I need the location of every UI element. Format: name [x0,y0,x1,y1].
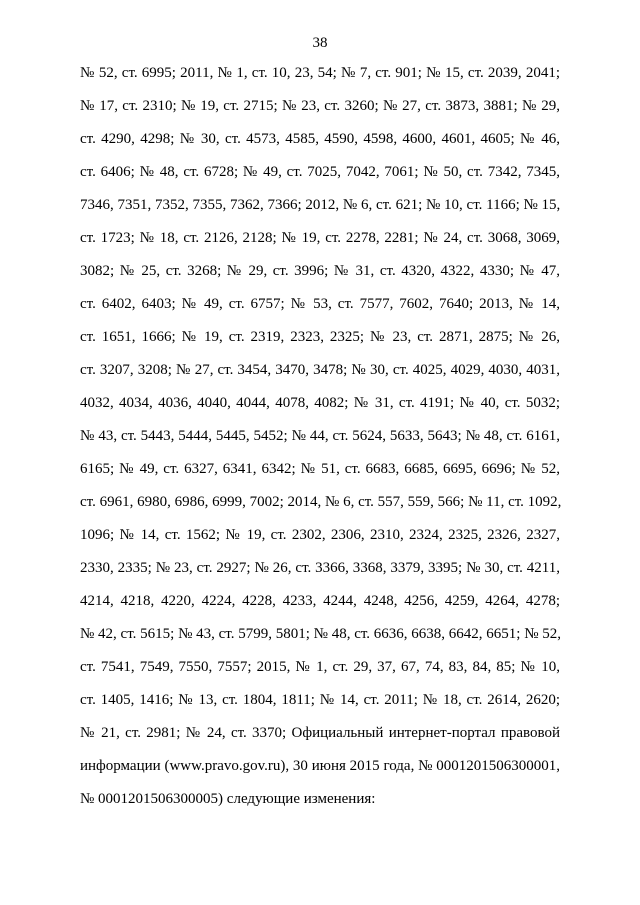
text-line: № 17, ст. 2310; № 19, ст. 2715; № 23, ст. 3260; № 27, ст. 3873, 3881; № 29, [80,98,560,114]
text-line: информации (www.pravo.gov.ru), 30 июня 2015 года, № 0001201506300001, [80,758,560,774]
text-line: № 42, ст. 5615; № 43, ст. 5799, 5801; № 48, ст. 6636, 6638, 6642, 6651; № 52, [80,626,562,642]
text-line: № 21, ст. 2981; № 24, ст. 3370; Официальный интернет-портал правовой [80,725,560,741]
text-line: ст. 6961, 6980, 6986, 6999, 7002; 2014, № 6, ст. 557, 559, 566; № 11, ст. 1092, [80,494,562,510]
text-line: 4032, 4034, 4036, 4040, 4044, 4078, 4082; № 31, ст. 4191; № 40, ст. 5032; [80,395,560,411]
text-line: ст. 3207, 3208; № 27, ст. 3454, 3470, 3478; № 30, ст. 4025, 4029, 4030, 4031, [80,362,560,378]
text-line: ст. 1651, 1666; № 19, ст. 2319, 2323, 2325; № 23, ст. 2871, 2875; № 26, [80,329,560,345]
text-line: 3082; № 25, ст. 3268; № 29, ст. 3996; № 31, ст. 4320, 4322, 4330; № 47, [80,263,560,279]
text-line: ст. 1405, 1416; № 13, ст. 1804, 1811; № 14, ст. 2011; № 18, ст. 2614, 2620; [80,692,560,708]
text-line: № 52, ст. 6995; 2011, № 1, ст. 10, 23, 54; № 7, ст. 901; № 15, ст. 2039, 2041; [80,65,560,81]
text-line: 6165; № 49, ст. 6327, 6341, 6342; № 51, ст. 6683, 6685, 6695, 6696; № 52, [80,461,560,477]
body-text [80,63,560,822]
text-line: 7346, 7351, 7352, 7355, 7362, 7366; 2012, № 6, ст. 621; № 10, ст. 1166; № 15, [80,197,561,213]
text-line: ст. 1723; № 18, ст. 2126, 2128; № 19, ст. 2278, 2281; № 24, ст. 3068, 3069, [80,230,560,246]
text-line: ст. 6406; № 48, ст. 6728; № 49, ст. 7025, 7042, 7061; № 50, ст. 7342, 7345, [80,164,560,180]
text-line: № 43, ст. 5443, 5444, 5445, 5452; № 44, ст. 5624, 5633, 5643; № 48, ст. 6161, [80,428,560,444]
text-line: № 0001201506300005) следующие изменения: [80,791,376,807]
text-line: ст. 4290, 4298; № 30, ст. 4573, 4585, 4590, 4598, 4600, 4601, 4605; № 46, [80,131,560,147]
text-line: ст. 7541, 7549, 7550, 7557; 2015, № 1, ст. 29, 37, 67, 74, 83, 84, 85; № 10, [80,659,560,675]
page-number: 38 [312,35,328,51]
text-line: 4214, 4218, 4220, 4224, 4228, 4233, 4244, 4248, 4256, 4259, 4264, 4278; [80,593,560,609]
text-line: 2330, 2335; № 23, ст. 2927; № 26, ст. 3366, 3368, 3379, 3395; № 30, ст. 4211, [80,560,560,576]
text-line: ст. 6402, 6403; № 49, ст. 6757; № 53, ст. 7577, 7602, 7640; 2013, № 14, [80,296,560,312]
text-line: 1096; № 14, ст. 1562; № 19, ст. 2302, 2306, 2310, 2324, 2325, 2326, 2327, [80,527,560,543]
